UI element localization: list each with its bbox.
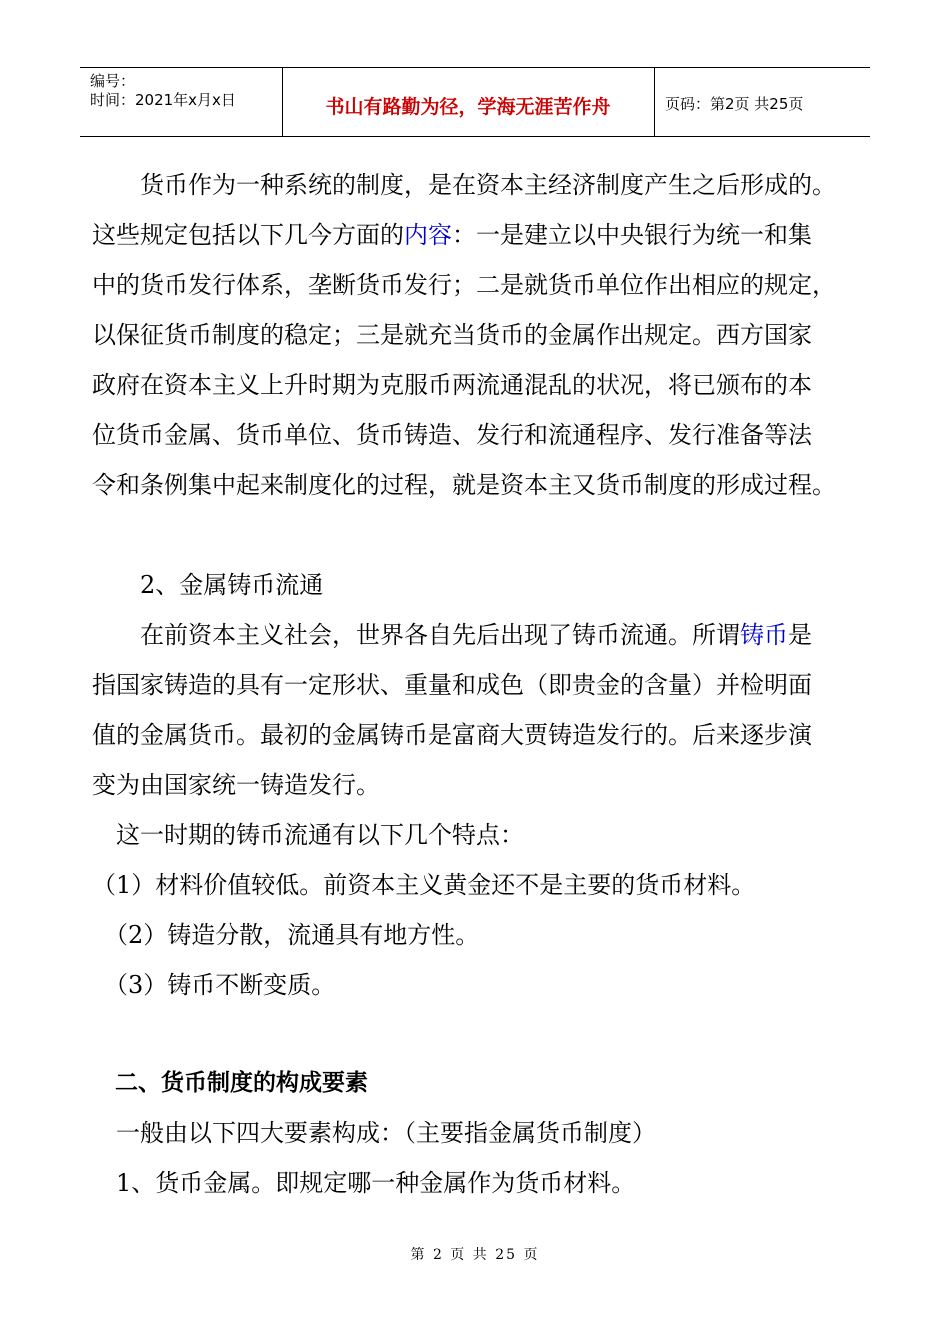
- text-span: 在前资本主义社会，世界各自先后出现了铸币流通。所谓: [92, 621, 740, 649]
- paragraph-line: 一般由以下四大要素构成：（主要指金属货币制度）: [92, 1119, 656, 1147]
- paragraph-line: 令和条例集中起来制度化的过程，就是资本主又货币制度的形成过程。: [92, 471, 836, 499]
- paragraph-line: 这一时期的铸币流通有以下几个特点：: [92, 821, 524, 849]
- header-motto-cell: [282, 68, 655, 136]
- header-meta-cell: [80, 68, 283, 136]
- text-span: 是: [788, 621, 812, 649]
- coin-link[interactable]: 铸币: [740, 621, 788, 649]
- paragraph-line: 值的金属货币。最初的金属铸币是富商大贾铸造发行的。后来逐步演: [92, 721, 812, 749]
- header-page-info: 页码：第2页 共25页: [665, 95, 804, 113]
- paragraph-line: 以保征货币制度的稳定；三是就充当货币的金属作出规定。西方国家: [92, 321, 812, 349]
- paragraph-line: 指国家铸造的具有一定形状、重量和成色（即贵金的含量）并检明面: [92, 671, 812, 699]
- paragraph-line: 中的货币发行体系，垄断货币发行；二是就货币单位作出相应的规定，: [92, 271, 836, 299]
- paragraph-line: 货币作为一种系统的制度，是在资本主经济制度产生之后形成的。: [92, 171, 836, 199]
- section-heading: 二、货币制度的构成要素: [92, 1070, 368, 1096]
- document-number-label: 编号：: [90, 72, 136, 90]
- list-item: （1）材料价值较低。前资本主义黄金还不是主要的货币材料。: [92, 871, 756, 899]
- document-date: 时间：2021年x月x日: [90, 91, 236, 109]
- text-span: 这些规定包括以下几今方面的: [92, 221, 404, 249]
- paragraph-line: 变为由国家统一铸造发行。: [92, 771, 380, 799]
- paragraph-line: [92, 220, 872, 250]
- list-item: （3）铸币不断变质。: [92, 971, 336, 999]
- document-header: [80, 67, 870, 137]
- header-page-cell: [655, 68, 870, 136]
- content-link[interactable]: 内容: [404, 221, 452, 249]
- section-title: 2、金属铸币流通: [92, 571, 324, 599]
- text-span: ：一是建立以中央银行为统一和集: [452, 221, 812, 249]
- header-motto: 书山有路勤为径，学海无涯苦作舟: [325, 96, 611, 118]
- paragraph-line: [92, 620, 872, 650]
- page-footer: 第 2 页 共 25 页: [410, 1247, 540, 1263]
- paragraph-line: 政府在资本主义上升时期为克服币两流通混乱的状况，将已颁布的本: [92, 371, 812, 399]
- paragraph-line: 1、货币金属。即规定哪一种金属作为货币材料。: [92, 1169, 636, 1197]
- paragraph-line: 位货币金属、货币单位、货币铸造、发行和流通程序、发行准备等法: [92, 421, 812, 449]
- list-item: （2）铸造分散，流通具有地方性。: [92, 921, 480, 949]
